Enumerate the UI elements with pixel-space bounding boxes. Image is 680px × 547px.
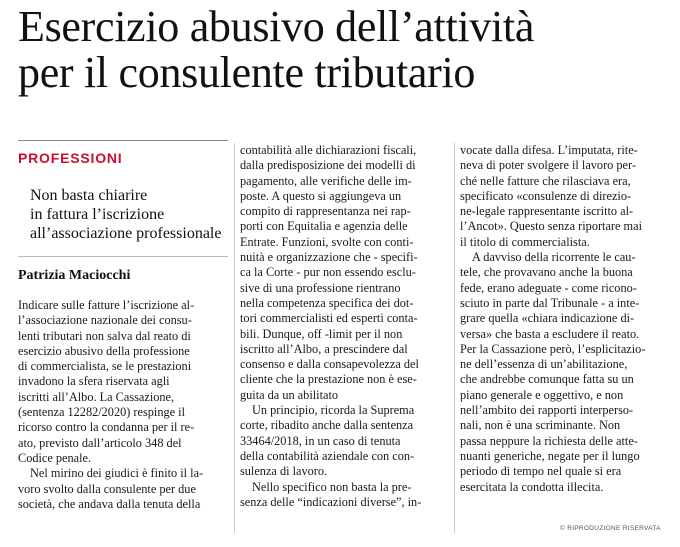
body-column-1 [18, 298, 228, 512]
body-line: Per la Cassazione però, l’esplicitazio- [460, 341, 646, 356]
body-line: sciuto in parte dal Tribunale - a inte- [460, 295, 640, 310]
body-line: dalla predisposizione dei modelli di [240, 158, 416, 173]
body-line: di commercialista, se le prestazioni [18, 359, 192, 374]
body-line: senza delle “indicazioni diverse”, in- [240, 494, 422, 509]
body-line: Codice penale. [18, 450, 92, 465]
body-line: porti con Equitalia e agenzia delle [240, 219, 408, 234]
column-divider [454, 143, 455, 533]
copyright-notice: © RIPRODUZIONE RISERVATA [560, 525, 661, 532]
body-line: ato, previsto dall’articolo 348 del [18, 435, 182, 450]
body-line: invadono la sfera riservata agli [18, 374, 170, 389]
body-line: Entrate. Funzioni, svolte con conti- [240, 234, 414, 249]
body-line: poste. A questo si aggiungeva un [240, 188, 402, 203]
body-line: periodo di tempo nel quale si era [460, 464, 622, 479]
deck-line: Non basta chiarire [30, 187, 148, 204]
body-line: l’associazione nazionale dei consu- [18, 313, 192, 328]
deck [30, 186, 230, 243]
body-line: della contabilità aziendale con con- [240, 448, 415, 463]
body-line: neva di poter svolgere il lavoro per- [460, 158, 636, 173]
body-line: il titolo di commercialista. [460, 234, 590, 249]
section-rule [18, 140, 228, 141]
body-line: l’Ancot». Questo senza riportare mai [460, 219, 642, 234]
body-line: ca la Corte - pur non essendo esclu- [240, 265, 416, 280]
body-line: piano generale e oggettivo, e non [460, 387, 624, 402]
body-line: corte, ribadito anche dalla sentenza [240, 418, 414, 433]
body-column-2 [240, 143, 450, 510]
body-line: tori commercialisti ed esperti conta- [240, 311, 418, 326]
body-line: consenso e dalla consapevolezza del [240, 357, 419, 372]
body-line: esercitata la condotta illecita. [460, 479, 604, 494]
body-line: nuità e organizzazione che - specifi- [240, 250, 418, 265]
body-line: sulenza di lavoro. [240, 464, 328, 479]
body-line: 33464/2018, in un caso di tenuta [240, 433, 401, 448]
headline [18, 4, 668, 96]
body-line: ne-legale rappresentante iscritto al- [460, 204, 634, 219]
body-line: versa» che basta a escludere il reato. [460, 326, 640, 341]
deck-line: all’associazione professionale [30, 225, 222, 242]
body-line: Indicare sulle fatture l’iscrizione al- [18, 298, 195, 312]
body-line: passa neppure la richiesta delle atte- [460, 433, 638, 448]
body-line: guita da un abilitato [240, 387, 339, 402]
body-line: ricorso contro la condanna per il re- [18, 420, 195, 435]
column-divider [234, 143, 235, 533]
headline-line: per il consulente tributario [18, 48, 476, 97]
body-line: tele, che provavano anche la buona [460, 265, 633, 280]
body-line: iscritto all’Albo, a prescindere dal [240, 341, 408, 356]
body-column-3 [460, 143, 670, 495]
body-line: nuanti generiche, negate per il lungo [460, 448, 640, 463]
body-line: lenti tributari non salva dal reato di [18, 328, 191, 343]
section-label: PROFESSIONI [18, 150, 123, 166]
body-line: Un principio, ricorda la Suprema [252, 403, 415, 418]
body-line: (sentenza 12282/2020) respinge il [18, 405, 185, 420]
body-line: nella competenza specifica dei dot- [240, 295, 414, 310]
body-line: A davviso della ricorrente le cau- [472, 250, 636, 265]
body-line: voro svolto dalla consulente per due [18, 481, 196, 496]
headline-line: Esercizio abusivo dell’attività [18, 2, 535, 51]
body-line: esercizio abusivo della professione [18, 343, 190, 358]
byline: Patrizia Maciocchi [18, 268, 131, 283]
body-line: pagamento, alle verifiche delle im- [240, 173, 412, 188]
body-line: nali, non è una scriminante. Non [460, 418, 621, 433]
body-line: nell’ambito dei rapporti interperso- [460, 403, 634, 418]
body-line: società, che andava dalla tenuta della [18, 496, 201, 511]
body-line: vocate dalla difesa. L’imputata, rite- [460, 143, 638, 157]
body-line: bili. Dunque, off -limit per il non [240, 326, 403, 341]
byline-rule [18, 256, 228, 257]
body-line: fede, erano adeguate - come ricono- [460, 280, 637, 295]
body-line: contabilità alle dichiarazioni fiscali, [240, 143, 417, 157]
body-line: che andrebbe comunque fatta su un [460, 372, 634, 387]
body-line: iscritti all’Albo. La Cassazione, [18, 389, 175, 404]
body-line: compito di rappresentanza nei rap- [240, 204, 411, 219]
body-line: ne dell’essenza di un’abilitazione, [460, 357, 628, 372]
deck-line: in fattura l’iscrizione [30, 206, 165, 223]
body-line: cliente che la prestazione non è ese- [240, 372, 417, 387]
body-line: Nel mirino dei giudici è finito il la- [30, 466, 204, 481]
body-line: Nello specifico non basta la pre- [252, 479, 412, 494]
body-line: grare quella «chiara indicazione di- [460, 311, 635, 326]
body-line: ché nelle fatture che rilasciava era, [460, 173, 631, 188]
body-line: specificato «consulenze di direzio- [460, 188, 632, 203]
body-line: sive di una professione rientrano [240, 280, 401, 295]
